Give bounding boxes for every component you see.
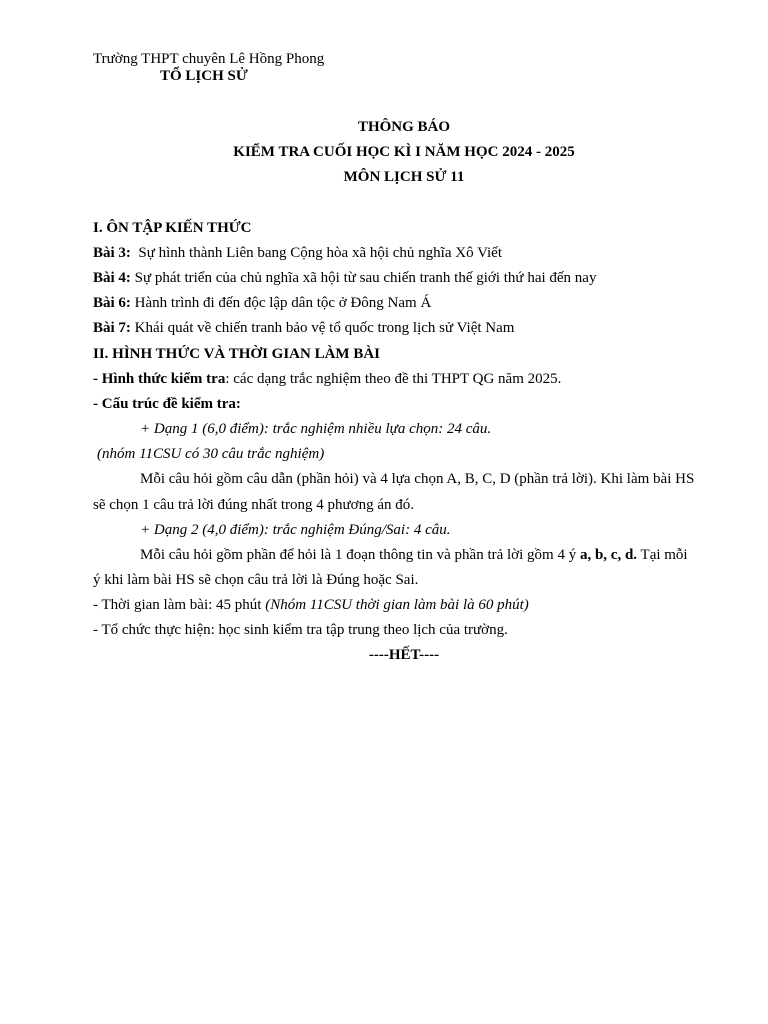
department-name: TỔ LỊCH SỬ	[160, 68, 248, 84]
lesson-item: Bài 3: Sự hình thành Liên bang Cộng hòa xã hội chủ nghĩa Xô Viết	[93, 245, 502, 261]
section-1-heading: I. ÔN TẬP KIẾN THỨC	[93, 220, 252, 236]
end-marker: ----HẾT----	[368, 647, 440, 663]
exam-form: - Hình thức kiểm tra: các dạng trắc nghiệm theo đề thi THPT QG năm 2025.	[93, 371, 562, 387]
organization: - Tổ chức thực hiện: học sinh kiểm tra tập trung theo lịch của trường.	[93, 622, 508, 638]
type-1: + Dạng 1 (6,0 điểm): trắc nghiệm nhiều lựa chọn: 24 câu.	[140, 421, 492, 437]
lesson-item: Bài 4: Sự phát triển của chủ nghĩa xã hội từ sau chiến tranh thế giới thứ hai đến nay	[93, 270, 597, 286]
exam-title: KIỂM TRA CUỐI HỌC KÌ I NĂM HỌC 2024 - 2025	[233, 144, 575, 160]
type-2-description: ý khi làm bài HS sẽ chọn câu trả lời là Đúng hoặc Sai.	[93, 572, 419, 588]
type-2-description: Mỗi câu hỏi gồm phần để hỏi là 1 đoạn thông tin và phần trả lời gồm 4 ý a, b, c, d. Tại mỗi	[140, 547, 688, 563]
notice-title: THÔNG BÁO	[357, 119, 451, 135]
section-2-heading: II. HÌNH THỨC VÀ THỜI GIAN LÀM BÀI	[93, 346, 380, 362]
structure-label: - Cấu trúc đề kiểm tra:	[93, 396, 241, 412]
school-name: Trường THPT chuyên Lê Hồng Phong	[93, 51, 325, 67]
subject-title: MÔN LỊCH SỬ 11	[343, 169, 465, 185]
exam-time: - Thời gian làm bài: 45 phút (Nhóm 11CSU thời gian làm bài là 60 phút)	[93, 597, 529, 613]
type-1-description: Mỗi câu hỏi gồm câu dẫn (phần hỏi) và 4 lựa chọn A, B, C, D (phần trả lời). Khi làm bài HS	[140, 471, 695, 487]
type-2: + Dạng 2 (4,0 điểm): trắc nghiệm Đúng/Sai: 4 câu.	[140, 522, 451, 538]
type-1-description: sẽ chọn 1 câu trả lời đúng nhất trong 4 phương án đó.	[93, 497, 415, 513]
lesson-item: Bài 7: Khái quát về chiến tranh bảo vệ tổ quốc trong lịch sử Việt Nam	[93, 320, 515, 336]
type-1-note: (nhóm 11CSU có 30 câu trắc nghiệm)	[97, 446, 325, 462]
lesson-item: Bài 6: Hành trình đi đến độc lập dân tộc ở Đông Nam Á	[93, 295, 432, 311]
